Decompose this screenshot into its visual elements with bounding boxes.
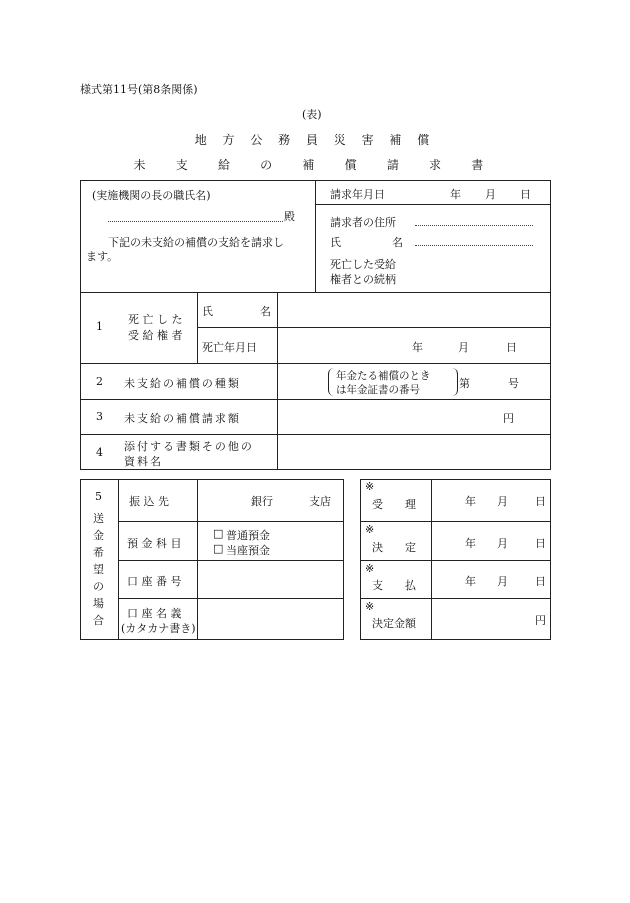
- sec1-label-2: 受 給 権 者: [128, 329, 183, 342]
- sec3-yen: 円: [503, 412, 514, 425]
- decision-year: 年: [465, 537, 476, 550]
- checkbox-ordinary[interactable]: □: [213, 527, 224, 540]
- sec3-label: 未支給の補償請求額: [124, 412, 241, 425]
- sec2-go: 号: [508, 377, 519, 390]
- payment-year: 年: [465, 575, 476, 588]
- account-holder-sub: (カタカナ書き): [121, 622, 196, 635]
- transfer-side-0: 送: [93, 512, 104, 525]
- transfer-num: 5: [95, 490, 102, 503]
- sec1-name-a: 氏: [202, 305, 213, 318]
- claim-day: 日: [520, 188, 531, 201]
- address-label: 請求者の住所: [330, 216, 396, 229]
- sec4-num: 4: [96, 446, 103, 459]
- checkbox-current[interactable]: □: [213, 542, 224, 555]
- sec3-num: 3: [96, 410, 103, 423]
- institution-label: (実施機関の長の職氏名): [92, 189, 211, 202]
- death-day: 日: [506, 341, 517, 354]
- sec1-label-1: 死 亡 し た: [128, 313, 183, 326]
- amount-yen: 円: [535, 614, 546, 627]
- form-number: 様式第11号(第8条関係): [80, 83, 198, 96]
- sec2-dai: 第: [459, 377, 470, 390]
- office-mark-4: ※: [365, 600, 375, 613]
- receipt-day: 日: [535, 495, 546, 508]
- honorific: 殿: [284, 210, 295, 223]
- claim-month: 月: [485, 188, 496, 201]
- payment-day: 日: [535, 575, 546, 588]
- side-label: (表): [302, 108, 322, 121]
- claimant-name-a: 氏: [330, 236, 341, 249]
- relation-label-1: 死亡した受給: [330, 258, 396, 271]
- claim-year: 年: [450, 188, 461, 201]
- office-receipt: 受 理: [372, 498, 416, 511]
- claimant-name-b: 名: [392, 236, 403, 249]
- office-mark-2: ※: [365, 523, 375, 536]
- bank-label: 銀行: [251, 495, 273, 508]
- title-line-2: 未 支 給 の 補 償 請 求 書: [133, 158, 497, 172]
- office-decision: 決 定: [372, 541, 416, 554]
- office-mark-1: ※: [365, 480, 375, 493]
- opt-ordinary: 普通預金: [226, 529, 270, 542]
- account-type-label: 預 金 科 目: [127, 537, 182, 550]
- sec2-note-1: 年金たる補償のとき: [336, 370, 431, 382]
- transfer-side-3: 望: [93, 563, 104, 576]
- sec4-label-1: 添付する書類その他の: [124, 440, 254, 453]
- transfer-side-1: 金: [93, 529, 104, 542]
- request-text-2: ます。: [86, 250, 119, 263]
- office-amount: 決定金額: [372, 617, 416, 630]
- decision-month: 月: [497, 537, 508, 550]
- bank-dest-label: 振 込 先: [129, 495, 169, 508]
- account-no-label: 口 座 番 号: [127, 575, 182, 588]
- payment-month: 月: [497, 575, 508, 588]
- address-field[interactable]: [415, 225, 533, 226]
- receipt-month: 月: [497, 495, 508, 508]
- sec1-num: 1: [96, 320, 103, 333]
- sec4-label-2: 資料名: [124, 455, 163, 468]
- office-payment: 支 払: [372, 579, 416, 592]
- transfer-side-2: 希: [93, 546, 104, 559]
- transfer-side-4: の: [93, 580, 104, 593]
- request-text-1: 下記の未支給の補償の支給を請求し: [108, 236, 284, 249]
- claim-date-label: 請求年月日: [330, 188, 385, 201]
- death-month: 月: [458, 341, 469, 354]
- sec2-num: 2: [96, 375, 103, 388]
- office-mark-3: ※: [365, 562, 375, 575]
- sec2-note-2: は年金証書の番号: [336, 384, 420, 396]
- sec1-name-b: 名: [260, 305, 271, 318]
- transfer-side-6: 合: [93, 614, 104, 627]
- sec2-label: 未支給の補償の種類: [124, 377, 241, 390]
- title-line-1: 地 方 公 務 員 災 害 補 償: [194, 133, 436, 147]
- relation-label-2: 権者との続柄: [330, 273, 396, 286]
- account-holder-label: 口 座 名 義: [127, 607, 182, 620]
- decision-day: 日: [535, 537, 546, 550]
- death-year: 年: [412, 341, 423, 354]
- claimant-name-field[interactable]: [415, 245, 533, 246]
- sec1-death-date-label: 死亡年月日: [202, 341, 257, 354]
- institution-name-field[interactable]: [108, 221, 283, 222]
- receipt-year: 年: [465, 495, 476, 508]
- transfer-side-5: 場: [93, 597, 104, 610]
- branch-label: 支店: [309, 495, 331, 508]
- opt-current: 当座預金: [226, 544, 270, 557]
